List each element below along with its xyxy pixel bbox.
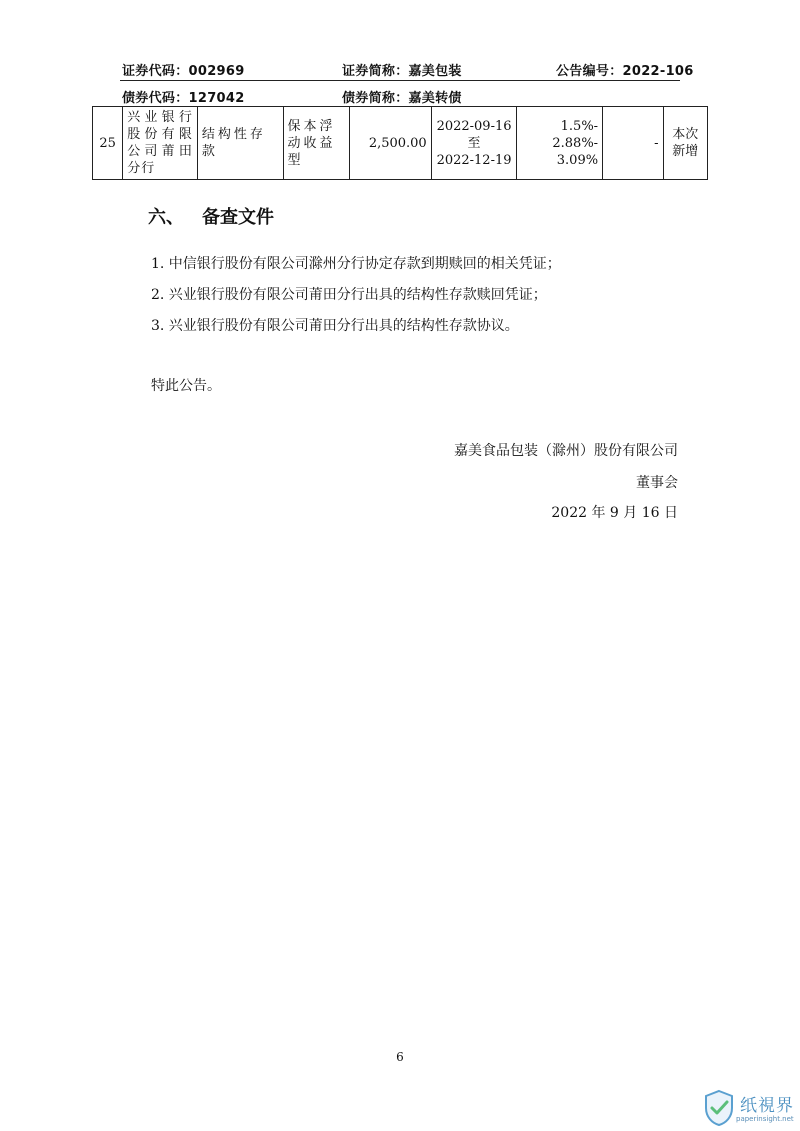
rate-line-3: 3.09%: [556, 152, 599, 168]
section-number: 六、: [148, 207, 184, 228]
page-number: 6: [396, 1050, 404, 1064]
bond-abbr: 债券简称：嘉美转债: [342, 91, 462, 106]
signature-date: 2022 年 9 月 16 日: [551, 505, 678, 521]
list-item: 1. 中信银行股份有限公司滁州分行协定存款到期赎回的相关凭证；: [151, 256, 561, 272]
product-table: [92, 106, 708, 180]
watermark-logo: [702, 1089, 797, 1129]
notice-number: 公告编号：2022-106: [556, 64, 694, 79]
cell-product: 结构性存款: [197, 107, 283, 180]
cell-type: 保本浮动收益型: [283, 107, 350, 180]
watermark-text: 纸視界: [740, 1096, 794, 1116]
list-item: 3. 兴业银行股份有限公司莆田分行出具的结构性存款协议。: [151, 318, 519, 334]
header-divider: [120, 80, 680, 81]
rate-line-1: 1.5%-: [560, 118, 599, 134]
cell-amount: 2,500.00: [350, 107, 432, 180]
cell-period: [431, 107, 517, 180]
cell-bank: 兴业银行股份有限公司莆田分行: [123, 107, 198, 180]
section-title: 备查文件: [202, 207, 274, 228]
cell-earnings: -: [603, 107, 663, 180]
stock-code: 证券代码：002969: [122, 64, 245, 79]
bond-code: 债券代码：127042: [122, 91, 245, 106]
section-heading: [148, 203, 274, 229]
stock-abbr: 证券简称：嘉美包装: [342, 64, 462, 79]
shield-check-icon: [702, 1089, 736, 1127]
cell-rate: [517, 107, 603, 180]
rate-line-2: 2.88%-: [552, 135, 599, 151]
cell-status: 本次新增: [663, 107, 707, 180]
watermark-url: paperinsight.net: [736, 1115, 794, 1123]
closing-statement: 特此公告。: [151, 378, 221, 394]
list-item: 2. 兴业银行股份有限公司莆田分行出具的结构性存款赎回凭证；: [151, 287, 547, 303]
period-start: 2022-09-16: [436, 118, 512, 134]
period-end: 2022-12-19: [436, 152, 512, 168]
signature-company: 嘉美食品包装（滁州）股份有限公司: [454, 443, 678, 459]
table-row: [93, 107, 708, 180]
cell-no: 25: [93, 107, 123, 180]
period-to-word: 至: [467, 135, 481, 151]
signature-board: 董事会: [636, 475, 678, 491]
